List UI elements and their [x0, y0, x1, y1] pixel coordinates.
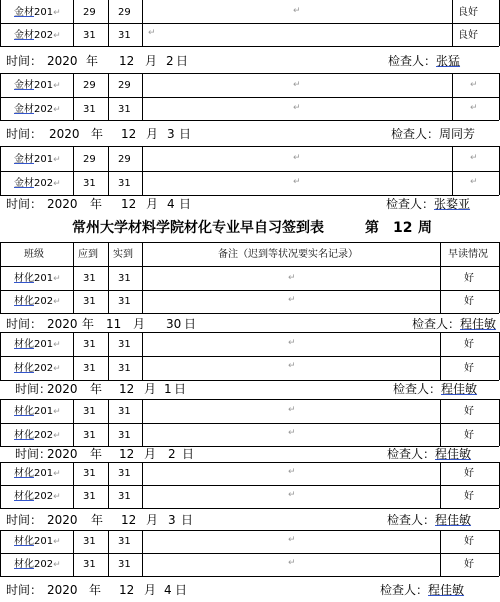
date-label: 时间：: [15, 447, 52, 461]
actual-cell: 31: [118, 468, 131, 479]
date-day: 4: [164, 583, 172, 597]
date-year-unit: 年: [91, 127, 104, 141]
table-border: [0, 242, 1, 313]
date-year: 2020: [47, 197, 78, 211]
header-class: 班级: [24, 249, 44, 260]
row-divider: [0, 508, 499, 509]
actual-cell: 31: [118, 178, 131, 189]
table-border: [0, 332, 1, 380]
title-week-suffix: 周: [418, 220, 432, 236]
note-cell: ↵: [288, 428, 296, 438]
status-cell: ↵: [470, 80, 478, 90]
date-year-unit: 年: [91, 513, 104, 527]
date-month-unit: 月: [133, 317, 146, 331]
actual-cell: 29: [118, 80, 131, 91]
title-week-prefix: 第: [365, 220, 379, 236]
expected-cell: 31: [83, 430, 96, 441]
row-divider: [0, 576, 499, 577]
row-divider: [0, 530, 499, 531]
actual-cell: 31: [118, 430, 131, 441]
date-day-unit: 日: [176, 54, 189, 68]
date-year: 2020: [47, 583, 78, 597]
date-day: 2: [166, 54, 174, 68]
inspector-name: 周同芳: [439, 127, 476, 141]
actual-cell: 31: [118, 30, 131, 41]
table-border: [108, 242, 109, 313]
date-day: 3: [168, 513, 176, 527]
inspector-label: 检查人：: [412, 317, 461, 331]
class-cell: 金材202↵: [14, 178, 61, 189]
inspector-label: 检查人：: [386, 197, 435, 211]
header-note: 备注（迟到等状况要实名记录）: [218, 249, 358, 260]
table-border: [440, 530, 441, 576]
inspector-name: 程佳敏: [441, 382, 478, 396]
date-month: 12: [121, 197, 137, 211]
table-border: [142, 462, 143, 508]
class-cell: 材化202↵: [14, 430, 61, 441]
title-week-num: 12: [393, 220, 413, 236]
table-border: [0, 399, 1, 446]
row-divider: [0, 462, 499, 463]
actual-cell: 31: [118, 491, 131, 502]
table-border: [142, 242, 143, 313]
note-cell: ↵: [288, 490, 296, 500]
table-border: [0, 530, 1, 576]
status-cell: 良好: [458, 7, 478, 18]
actual-cell: 31: [118, 339, 131, 350]
actual-cell: 31: [118, 273, 131, 284]
status-cell: 好: [464, 430, 474, 441]
status-cell: 好: [464, 296, 474, 307]
expected-cell: 31: [83, 296, 96, 307]
row-divider: [0, 23, 499, 24]
table-border: [142, 332, 143, 380]
date-day-unit: 日: [179, 127, 192, 141]
inspector-name: 程佳敏: [428, 583, 465, 597]
inspector-label: 检查人：: [388, 54, 437, 68]
date-label: 时间：: [6, 127, 43, 141]
date-day: 2: [168, 447, 176, 461]
date-year-unit: 年: [82, 317, 95, 331]
class-cell: 材化201↵: [14, 468, 61, 479]
date-label: 时间：: [6, 54, 43, 68]
status-cell: 好: [464, 339, 474, 350]
table-border: [142, 399, 143, 446]
row-divider: [0, 553, 499, 554]
table-border: [440, 332, 441, 380]
row-divider: [0, 380, 499, 381]
note-cell: ↵: [148, 28, 156, 38]
date-month-unit: 月: [146, 127, 159, 141]
note-cell: ↵: [288, 405, 296, 415]
inspector-name: 程佳敏: [435, 447, 472, 461]
row-divider: [0, 73, 499, 74]
table-border: [440, 462, 441, 508]
class-cell: 金材201↵: [14, 80, 61, 91]
expected-cell: 31: [83, 468, 96, 479]
date-year-unit: 年: [90, 197, 103, 211]
status-cell: 好: [464, 559, 474, 570]
expected-cell: 31: [83, 363, 96, 374]
date-month: 12: [119, 382, 135, 396]
date-year: 2020: [49, 127, 80, 141]
date-label: 时间：: [6, 583, 43, 597]
date-day-unit: 日: [179, 197, 192, 211]
row-divider: [0, 46, 499, 47]
date-month-unit: 月: [144, 382, 157, 396]
expected-cell: 31: [83, 178, 96, 189]
row-divider: [0, 332, 499, 333]
inspector-label: 检查人：: [387, 447, 436, 461]
date-year-unit: 年: [86, 54, 99, 68]
inspector: [387, 513, 471, 527]
date-year: 2020: [47, 54, 78, 68]
class-cell: 金材202↵: [14, 104, 61, 115]
status-cell: 好: [464, 491, 474, 502]
row-divider: [0, 290, 499, 291]
row-divider: [0, 485, 499, 486]
date-year: 2020: [47, 447, 78, 461]
date-day-unit: 日: [174, 382, 187, 396]
actual-cell: 31: [118, 363, 131, 374]
date-month: 12: [119, 54, 135, 68]
inspector: [412, 317, 496, 331]
expected-cell: 31: [83, 559, 96, 570]
date-day: 30: [166, 317, 182, 331]
status-cell: 好: [464, 468, 474, 479]
date-month: 12: [119, 583, 135, 597]
row-divider: [0, 356, 499, 357]
note-cell: ↵: [288, 295, 296, 305]
expected-cell: 29: [83, 154, 96, 165]
status-cell: 好: [464, 273, 474, 284]
expected-cell: 31: [83, 491, 96, 502]
actual-cell: 31: [118, 559, 131, 570]
row-divider: [0, 399, 499, 400]
class-cell: 材化201↵: [14, 536, 61, 547]
table-border: [440, 399, 441, 446]
inspector-name: 张婺亚: [434, 197, 471, 211]
note-cell: ↵: [288, 558, 296, 568]
note-cell: ↵: [288, 535, 296, 545]
table-border: [108, 530, 109, 576]
table-border: [142, 530, 143, 576]
date-day: 1: [164, 382, 172, 396]
status-cell: ↵: [470, 103, 478, 113]
note-cell: ↵: [288, 467, 296, 477]
date-month: 12: [121, 127, 137, 141]
inspector: [393, 382, 477, 396]
class-cell: 材化201↵: [14, 339, 61, 350]
table-border: [108, 332, 109, 380]
date-day-unit: 日: [182, 447, 195, 461]
date-month-unit: 月: [146, 513, 159, 527]
row-divider: [0, 242, 499, 243]
inspector-label: 检查人：: [393, 382, 442, 396]
header-expected: 应到: [78, 249, 98, 260]
class-cell: 材化202↵: [14, 491, 61, 502]
title-main: 常州大学材料学院材化专业早自习签到表: [72, 220, 324, 236]
note-cell: ↵: [288, 338, 296, 348]
note-cell: ↵: [288, 273, 296, 283]
row-divider: [0, 120, 499, 121]
inspector: [386, 197, 470, 211]
date-day-unit: 日: [184, 317, 197, 331]
table-border: [73, 462, 74, 508]
expected-cell: 29: [83, 7, 96, 18]
date-month-unit: 月: [144, 583, 157, 597]
inspector-label: 检查人：: [387, 513, 436, 527]
inspector-label: 检查人：: [391, 127, 440, 141]
table-border: [108, 399, 109, 446]
date-month: 12: [119, 447, 135, 461]
date-year: 2020: [47, 382, 78, 396]
note-cell: ↵: [288, 361, 296, 371]
status-cell: ↵: [470, 177, 478, 187]
table-border: [73, 530, 74, 576]
header-actual: 实到: [113, 249, 133, 260]
date-year: 2020: [47, 317, 78, 331]
note-cell: ↵: [293, 103, 301, 113]
inspector: [388, 54, 460, 68]
note-cell: ↵: [293, 6, 301, 16]
actual-cell: 31: [118, 536, 131, 547]
class-cell: 金材201↵: [14, 7, 61, 18]
class-cell: 金材201↵: [14, 154, 61, 165]
row-divider: [0, 171, 499, 172]
status-cell: 良好: [458, 30, 478, 41]
row-divider: [0, 97, 499, 98]
expected-cell: 31: [83, 104, 96, 115]
inspector: [387, 447, 471, 461]
status-cell: 好: [464, 363, 474, 374]
actual-cell: 29: [118, 7, 131, 18]
row-divider: [0, 313, 499, 314]
date-day: 3: [167, 127, 175, 141]
row-divider: [0, 195, 499, 196]
class-cell: 金材202↵: [14, 30, 61, 41]
date-label: 时间：: [6, 317, 43, 331]
inspector: [380, 583, 464, 597]
expected-cell: 31: [83, 273, 96, 284]
date-month-unit: 月: [146, 197, 159, 211]
header-status: 早读情况: [448, 249, 488, 260]
date-month-unit: 月: [145, 54, 158, 68]
table-border: [73, 242, 74, 313]
status-cell: 好: [464, 536, 474, 547]
expected-cell: 29: [83, 80, 96, 91]
row-divider: [0, 146, 499, 147]
expected-cell: 31: [83, 30, 96, 41]
date-year-unit: 年: [89, 583, 102, 597]
date-year-unit: 年: [90, 382, 103, 396]
date-label: 时间：: [6, 197, 43, 211]
table-border: [73, 332, 74, 380]
actual-cell: 31: [118, 406, 131, 417]
date-day: 4: [167, 197, 175, 211]
date-label: 时间：: [15, 382, 52, 396]
class-cell: 材化202↵: [14, 363, 61, 374]
class-cell: 材化202↵: [14, 296, 61, 307]
date-year-unit: 年: [90, 447, 103, 461]
inspector-name: 张猛: [436, 54, 461, 68]
date-day-unit: 日: [175, 583, 188, 597]
class-cell: 材化201↵: [14, 406, 61, 417]
class-cell: 材化201↵: [14, 273, 61, 284]
date-day-unit: 日: [181, 513, 194, 527]
inspector-label: 检查人：: [380, 583, 429, 597]
status-cell: 好: [464, 406, 474, 417]
class-cell: 材化202↵: [14, 559, 61, 570]
inspector-name: 程佳敏: [435, 513, 472, 527]
expected-cell: 31: [83, 406, 96, 417]
date-month-unit: 月: [144, 447, 157, 461]
actual-cell: 29: [118, 154, 131, 165]
status-cell: ↵: [470, 153, 478, 163]
date-month: 12: [121, 513, 137, 527]
date-year: 2020: [47, 513, 78, 527]
note-cell: ↵: [293, 153, 301, 163]
note-cell: ↵: [293, 177, 301, 187]
date-month: 11: [106, 317, 122, 331]
inspector-name: 程佳敏: [460, 317, 497, 331]
note-cell: ↵: [293, 80, 301, 90]
expected-cell: 31: [83, 536, 96, 547]
table-border: [440, 242, 441, 313]
expected-cell: 31: [83, 339, 96, 350]
actual-cell: 31: [118, 296, 131, 307]
actual-cell: 31: [118, 104, 131, 115]
row-divider: [0, 266, 499, 267]
table-border: [0, 462, 1, 508]
inspector: [391, 127, 475, 141]
row-divider: [0, 423, 499, 424]
table-border: [73, 399, 74, 446]
table-border: [108, 462, 109, 508]
date-label: 时间：: [6, 513, 43, 527]
